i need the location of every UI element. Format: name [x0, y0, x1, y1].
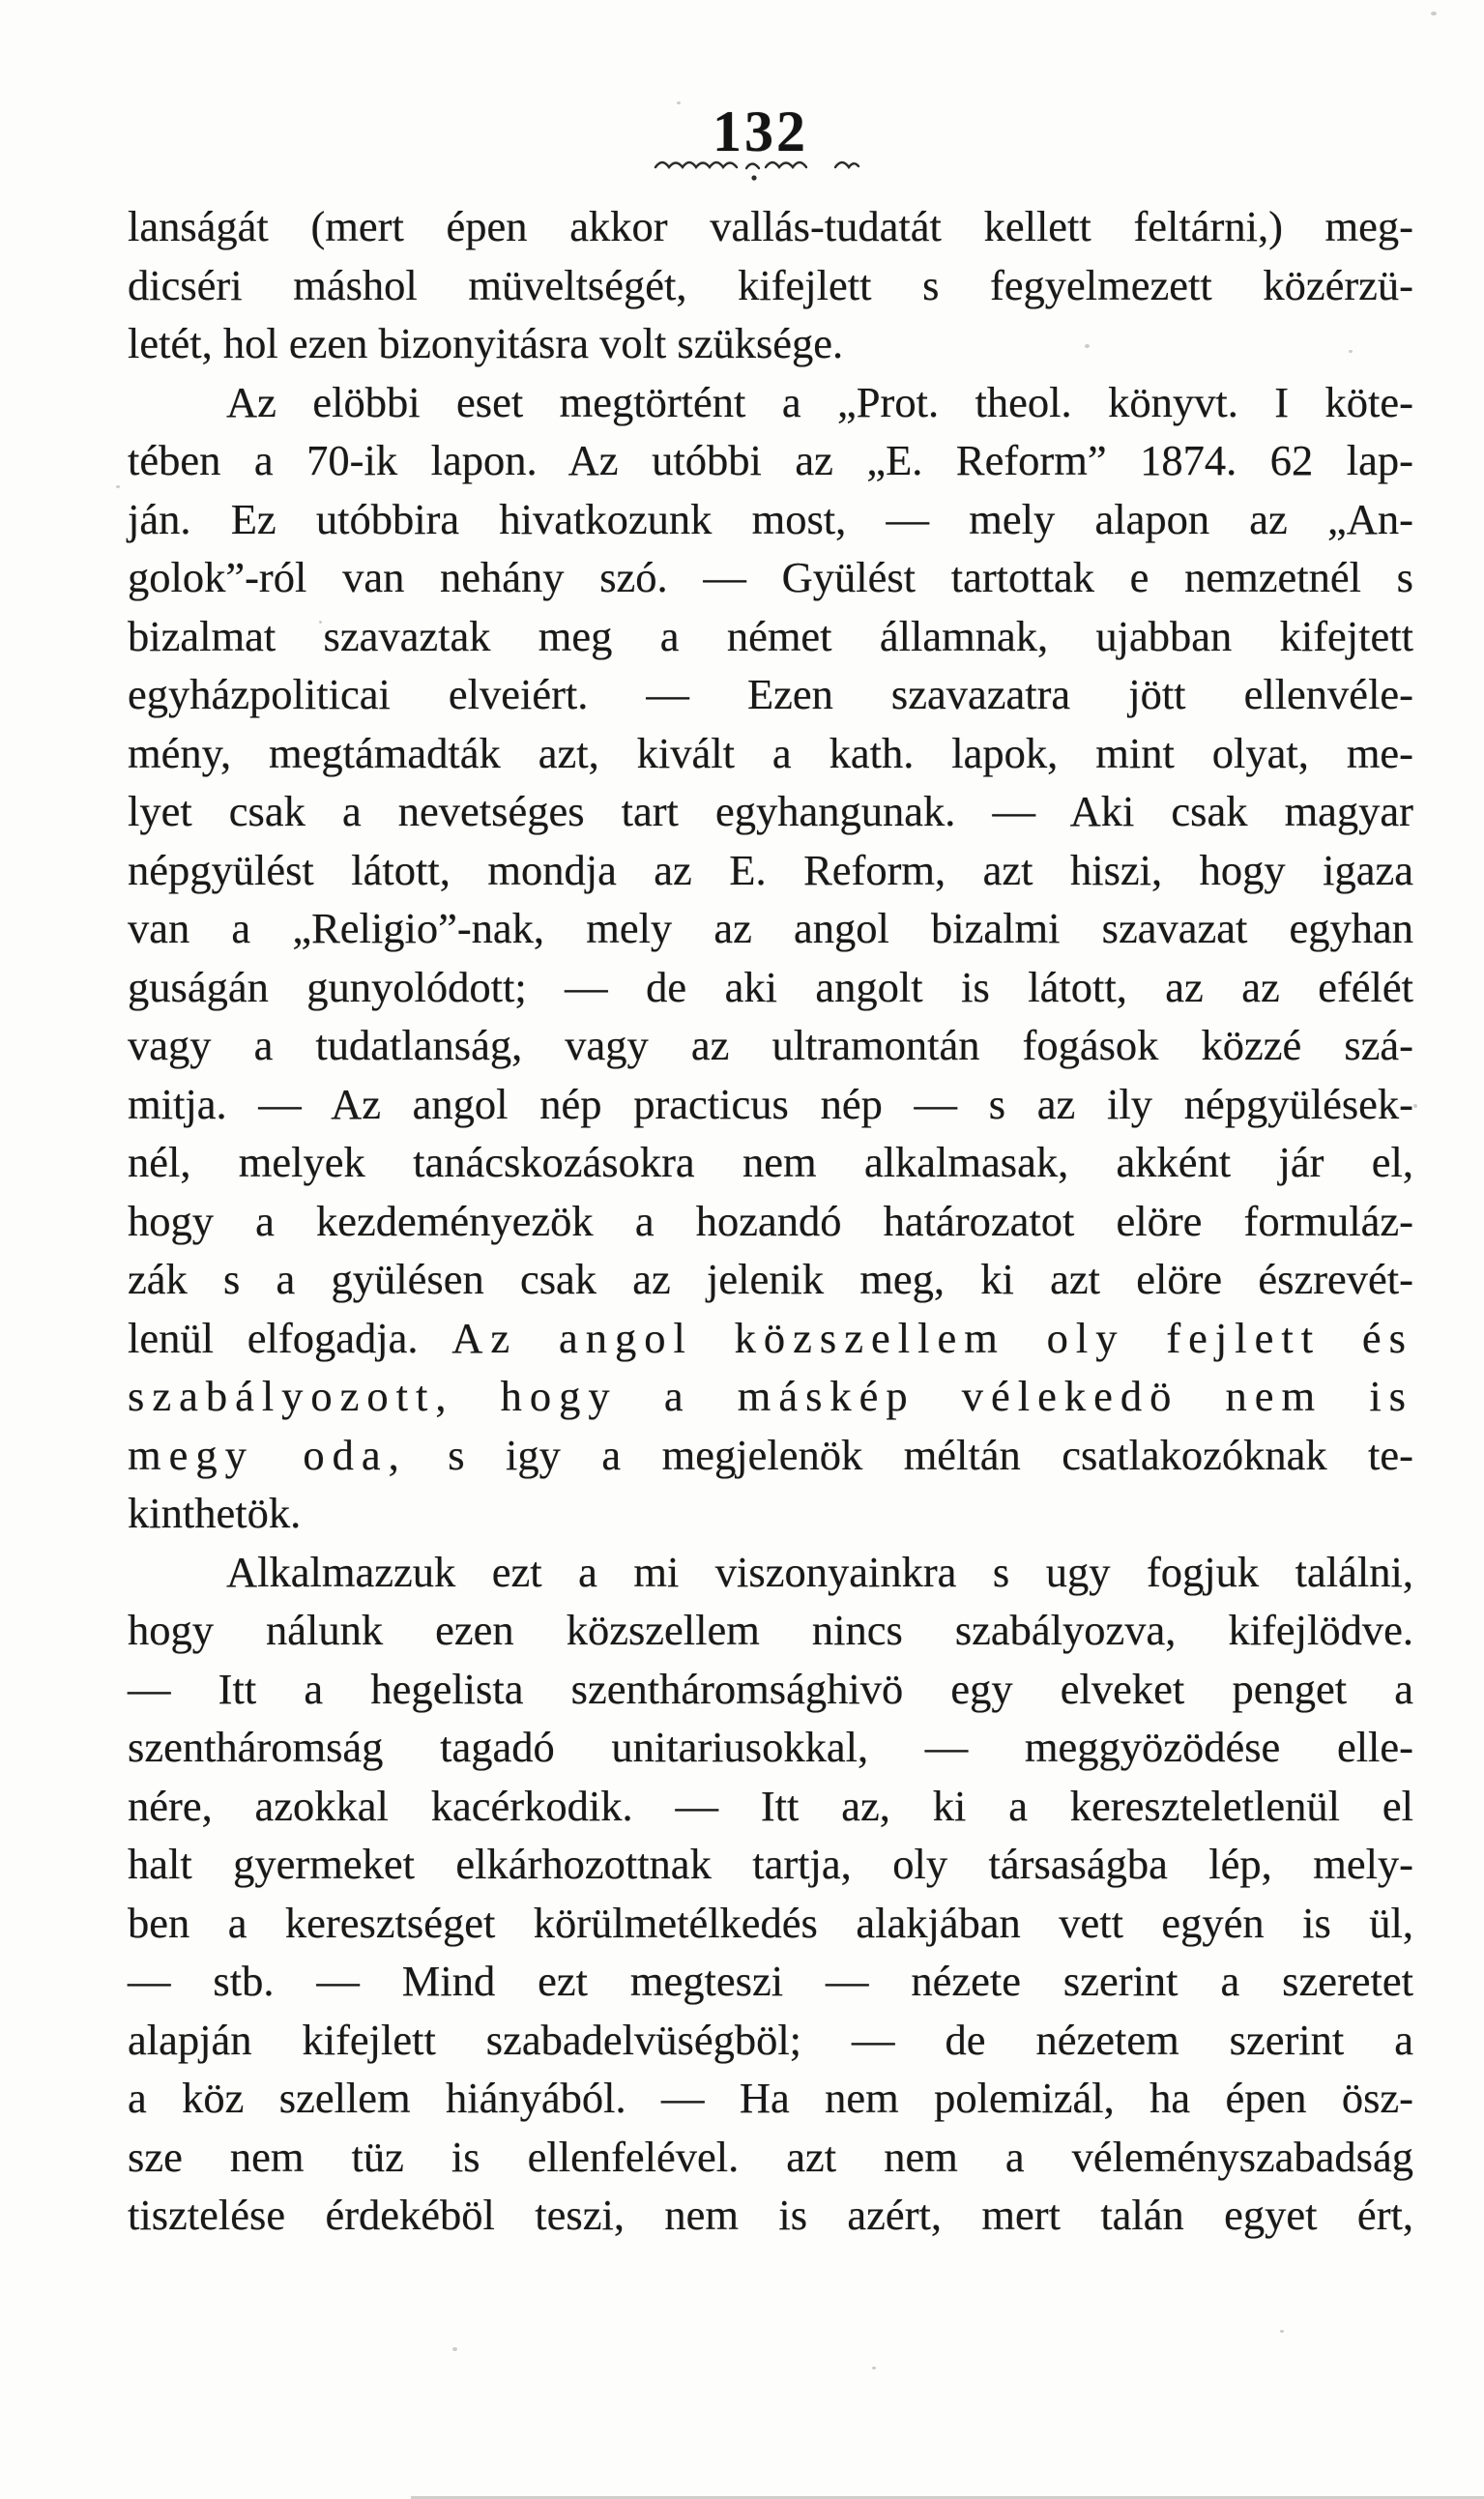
line-text: Alkalmazzuk ezt a mi viszonyainkra s ugy fogjuk találni, — [226, 1547, 1413, 1596]
line-text: lyet csak a nevetséges tart egyhangunak. — Aki csak magyar — [128, 787, 1413, 835]
line-text: vagy a tudatlanság, vagy az ultramontán fogások közzé szá- — [128, 1021, 1413, 1069]
scan-speck — [116, 485, 120, 488]
text-line — [128, 1016, 1413, 1075]
line-text: tében a 70-ik lapon. Az utóbbi az „E. Reform” 1874. 62 lap- — [128, 436, 1413, 484]
page-number: 132 — [713, 100, 808, 163]
text-line — [128, 665, 1413, 724]
text-line — [128, 1718, 1413, 1777]
line-text: Az elöbbi eset megtörtént a „Prot. theol. könyvt. I köte- — [226, 377, 1413, 426]
line-text: — stb. — Mind ezt megteszi — nézete szerint a szeretet — [128, 1957, 1413, 2005]
line-text: halt gyermeket elkárhozottnak tartja, oly társaságba lép, mely- — [128, 1840, 1413, 1888]
wavy-rule-ornament-icon — [654, 155, 860, 184]
text-line — [128, 724, 1413, 783]
line-text: lanságát (mert épen akkor vallás-tudatát kellett feltárni,) meg- — [128, 202, 1413, 250]
text-line — [128, 958, 1413, 1017]
line-text: hogy a kezdeményezök a hozandó határozatot elöre formuláz- — [128, 1196, 1413, 1245]
text-line — [128, 1250, 1413, 1309]
text-line — [128, 2011, 1413, 2070]
text-line — [128, 2128, 1413, 2187]
line-text: népgyülést látott, mondja az E. Reform, azt hiszi, hogy igaza — [128, 845, 1413, 894]
line-text: alapján kifejlett szabadelvüségböl; — de nézetem szerint a — [128, 2015, 1413, 2064]
line-text: bizalmat szavaztak meg a német államnak, ujabban kifejtett — [128, 611, 1413, 660]
letterspaced-text: megy oda, — [128, 1430, 407, 1479]
text-line — [128, 314, 1413, 373]
text-line — [128, 1484, 1413, 1543]
line-text: guságán gunyolódott; — de aki angolt is látott, az az efélét — [128, 962, 1413, 1011]
letterspaced-text: Az angol közszellem oly fejlett és — [451, 1313, 1414, 1362]
text-line — [128, 1835, 1413, 1894]
scan-speck — [1349, 350, 1353, 353]
text-line — [128, 1192, 1413, 1251]
text-line — [128, 373, 1413, 432]
scan-speck — [1085, 344, 1090, 348]
line-text: mitja. — Az angol nép practicus nép — s az ily népgyülések- — [128, 1079, 1413, 1128]
scan-speck — [319, 621, 322, 624]
text-line — [128, 1952, 1413, 2011]
line-text: zák s a gyülésen csak az jelenik meg, ki azt elöre észrevét- — [128, 1255, 1413, 1303]
text-line — [128, 1543, 1413, 1602]
text-line — [128, 256, 1413, 315]
line-text: mény, megtámadták azt, kivált a kath. lapok, mint olyat, me- — [128, 728, 1413, 777]
text-line — [128, 431, 1413, 490]
text-line — [128, 1660, 1413, 1719]
line-text: dicséri máshol müveltségét, kifejlett s fegyelmezett közérzü- — [128, 260, 1413, 309]
text-line — [128, 1133, 1413, 1192]
line-text: ben a keresztséget körülmetélkedés alakjában vett egyén is ül, — [128, 1898, 1413, 1947]
scan-speck — [452, 2347, 457, 2351]
line-text: ján. Ez utóbbira hivatkozunk most, — mely alapon az „An- — [128, 494, 1413, 543]
scan-speck — [677, 102, 681, 104]
scan-speck — [1280, 2330, 1284, 2333]
text-line — [128, 1367, 1413, 1426]
text-line — [128, 841, 1413, 900]
line-text: letét, hol ezen bizonyitásra volt szüksége. — [128, 319, 844, 367]
line-text: hogy nálunk ezen közszellem nincs szabályozva, kifejlödve. — [128, 1606, 1413, 1654]
line-text: kinthetök. — [128, 1489, 302, 1537]
text-line — [128, 782, 1413, 841]
text-line — [128, 899, 1413, 958]
text-line — [128, 2069, 1413, 2128]
text-line — [128, 490, 1413, 549]
line-text: van a „Religio”-nak, mely az angol bizalmi szavazat egyhan — [128, 904, 1413, 952]
text-line — [128, 1894, 1413, 1953]
line-text: s igy a megjelenök méltán csatlakozóknak te- — [406, 1430, 1413, 1479]
letterspaced-text: szabályozott, hogy a máskép vélekedö nem is — [128, 1372, 1413, 1420]
line-text: egyházpoliticai elveiért. — Ezen szavazatra jött ellenvéle- — [128, 670, 1413, 718]
text-line — [128, 1426, 1413, 1485]
line-text: golok”-ról van nehány szó. — Gyülést tartottak e nemzetnél s — [128, 553, 1413, 601]
line-text: nére, azokkal kacérkodik. — Itt az, ki a kereszteletlenül el — [128, 1781, 1413, 1830]
text-line — [128, 1309, 1413, 1368]
text-line — [128, 607, 1413, 666]
text-line — [128, 1075, 1413, 1134]
body-text — [128, 197, 1413, 2245]
line-text: a köz szellem hiányából. — Ha nem polemizál, ha épen ösz- — [128, 2074, 1413, 2122]
line-text: sze nem tüz is ellenfelével. azt nem a véleményszabadság — [128, 2132, 1413, 2181]
text-line — [128, 2186, 1413, 2245]
text-line — [128, 1601, 1413, 1660]
line-text: szentháromság tagadó unitariusokkal, — meggyözödése elle- — [128, 1723, 1413, 1771]
line-text: nél, melyek tanácskozásokra nem alkalmasak, akként jár el, — [128, 1138, 1413, 1186]
line-text: tisztelése érdekéböl teszi, nem is azért, mert talán egyet ért, — [128, 2191, 1413, 2239]
scan-speck — [872, 2367, 876, 2369]
scan-speck — [1413, 1104, 1417, 1108]
text-line — [128, 548, 1413, 607]
line-text: lenül elfogadja. — [128, 1313, 452, 1362]
scan-speck — [1431, 12, 1437, 15]
text-line — [128, 1777, 1413, 1836]
text-line — [128, 197, 1413, 256]
line-text: — Itt a hegelista szentháromsághivö egy elveket penget a — [128, 1664, 1413, 1713]
